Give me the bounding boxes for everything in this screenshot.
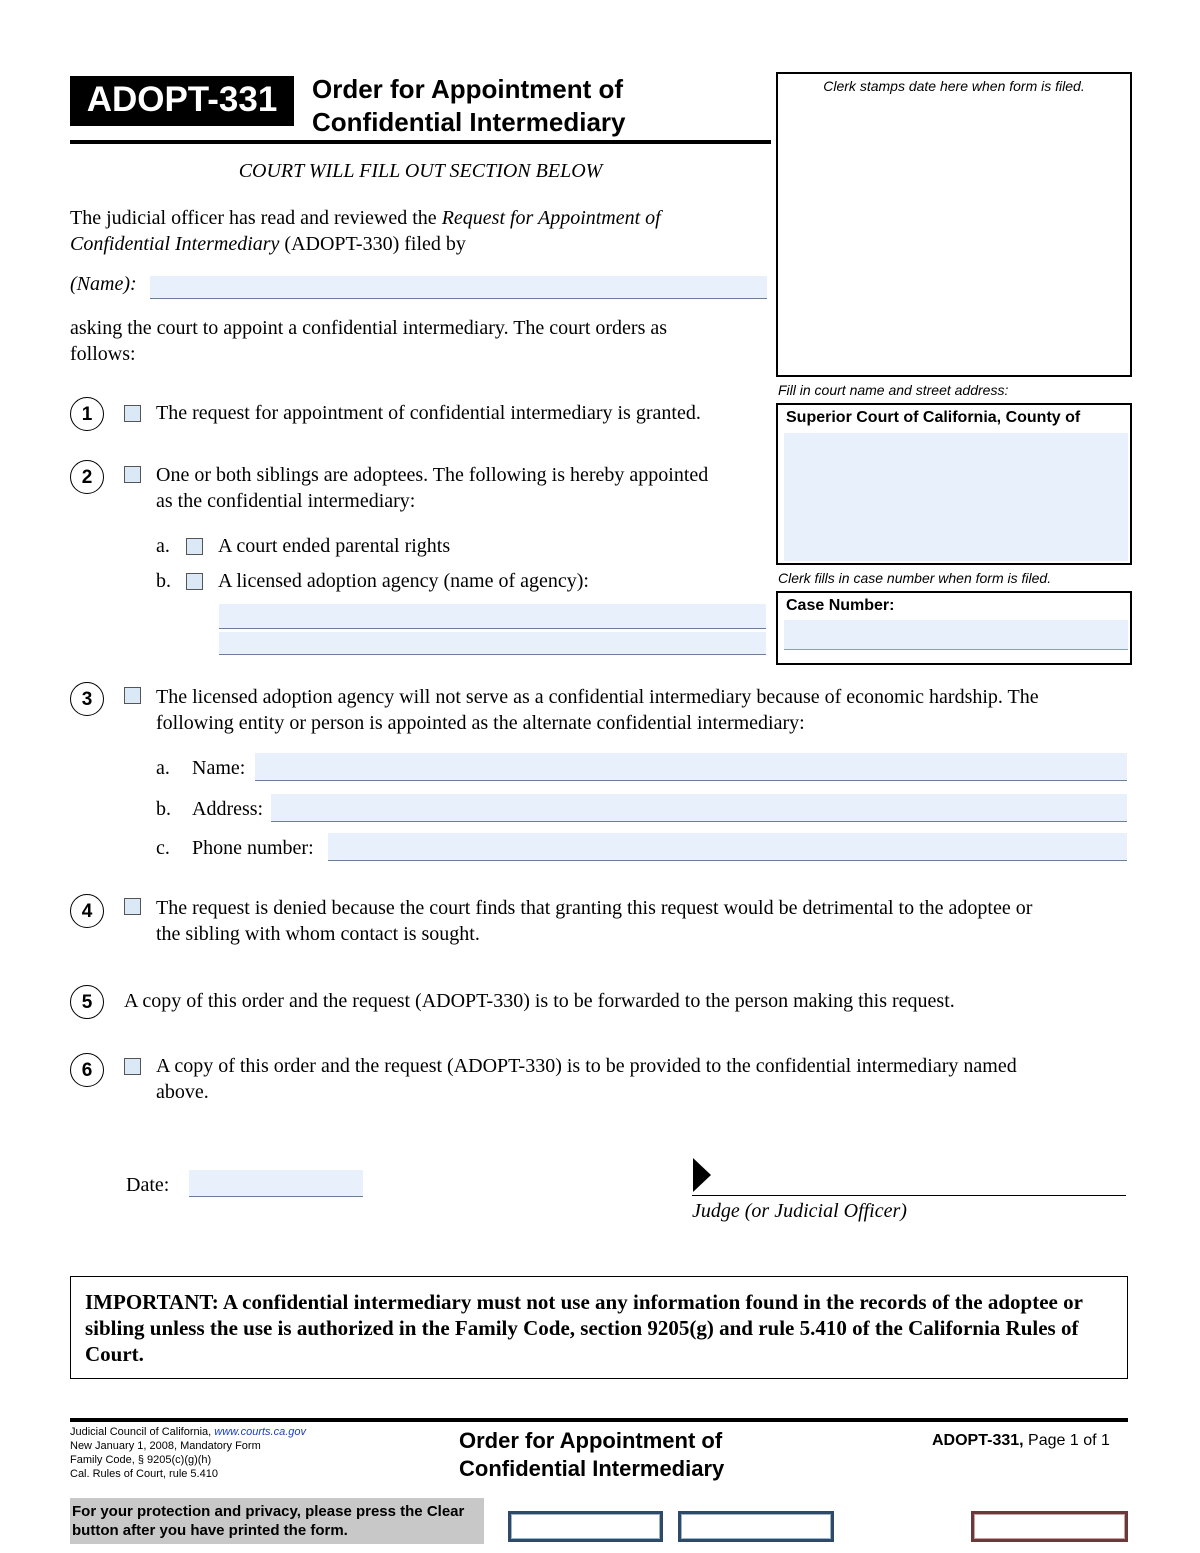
footer-rule	[70, 1418, 1128, 1422]
footer-citations	[70, 1425, 306, 1481]
item-6-text	[156, 1053, 1136, 1105]
item-1-checkbox[interactable]	[124, 405, 141, 422]
court-name-box	[776, 403, 1132, 565]
footer-line4: Cal. Rules of Court, rule 5.410	[70, 1468, 218, 1480]
alternate-phone-field[interactable]	[328, 833, 1127, 861]
item-2-text	[156, 462, 766, 514]
case-number-label: Case Number:	[786, 597, 895, 614]
title-rule	[70, 140, 771, 144]
signature-arrow-icon	[693, 1158, 711, 1192]
form-title-line2: Confidential Intermediary	[312, 107, 626, 137]
intro-form-title-2: Confidential Intermediary	[70, 233, 280, 255]
case-number-box	[776, 591, 1132, 665]
item-2-number: 2	[70, 460, 104, 494]
item-6-number: 6	[70, 1053, 104, 1087]
court-instruction: Fill in court name and street address:	[778, 382, 1009, 398]
item-3b-letter: b.	[156, 798, 171, 820]
footer-title	[459, 1427, 724, 1483]
item-2-line2: as the confidential intermediary:	[156, 490, 416, 512]
footer-title-line1: Order for Appointment of	[459, 1428, 723, 1453]
item-4-text	[156, 895, 1136, 947]
intro-after-line2: follows:	[70, 343, 136, 365]
agency-name-field-1[interactable]	[219, 604, 766, 629]
intro-after	[70, 315, 770, 367]
footer-url-link[interactable]: www.courts.ca.gov	[214, 1426, 306, 1438]
item-2b-letter: b.	[156, 570, 171, 592]
item-3-checkbox[interactable]	[124, 687, 141, 704]
item-3c-letter: c.	[156, 837, 170, 859]
clerk-stamp-box	[776, 72, 1132, 377]
form-title-line1: Order for Appointment of	[312, 74, 624, 104]
clerk-stamp-label: Clerk stamps date here when form is filed.	[823, 78, 1085, 94]
item-2a-checkbox[interactable]	[186, 538, 203, 555]
name-field[interactable]	[150, 276, 767, 299]
court-name-field[interactable]	[784, 433, 1128, 561]
judge-label: Judge (or Judicial Officer)	[692, 1200, 907, 1222]
name-label: (Name):	[70, 273, 137, 295]
item-2-line1: One or both siblings are adoptees. The following is hereby appointed	[156, 464, 709, 486]
footer-page-info	[932, 1432, 1110, 1450]
item-5-text: A copy of this order and the request (ADOPT-330) is to be forwarded to the person making this request.	[124, 990, 955, 1012]
footer-page-number: Page 1 of 1	[1023, 1432, 1110, 1449]
footer-title-line2: Confidential Intermediary	[459, 1456, 725, 1481]
print-button[interactable]	[508, 1511, 663, 1542]
item-2b-text: A licensed adoption agency (name of agency):	[218, 570, 589, 592]
clear-button[interactable]	[971, 1511, 1128, 1542]
item-6-line2: above.	[156, 1081, 209, 1103]
privacy-notice: For your protection and privacy, please press the Clear button after you have printed the form.	[70, 1498, 484, 1544]
footer-line3: Family Code, § 9205(c)(g)(h)	[70, 1454, 212, 1466]
court-name-label: Superior Court of California, County of	[786, 409, 1081, 426]
form-id-badge: ADOPT-331	[70, 76, 294, 126]
section-heading: COURT WILL FILL OUT SECTION BELOW	[238, 160, 603, 182]
item-6-line1: A copy of this order and the request (ADOPT-330) is to be provided to the confidential intermediary named	[156, 1055, 1017, 1077]
date-field[interactable]	[189, 1170, 363, 1197]
form-title	[312, 73, 626, 139]
item-2a-letter: a.	[156, 535, 170, 557]
item-3-line1: The licensed adoption agency will not serve as a confidential intermediary because of economic hardship. The	[156, 686, 1039, 708]
item-5-number: 5	[70, 985, 104, 1019]
date-label: Date:	[126, 1174, 170, 1196]
important-notice	[70, 1276, 1128, 1379]
footer-council: Judicial Council of California,	[70, 1426, 215, 1438]
item-6-checkbox[interactable]	[124, 1058, 141, 1075]
item-2b-checkbox[interactable]	[186, 573, 203, 590]
save-button[interactable]	[678, 1511, 834, 1542]
important-text: IMPORTANT: A confidential intermediary must not use any information found in the records of the adoptee or sibling unless the use is authorized in the Family Code, section 9205(g) and rule 5.410 of the California Rules of Court.	[85, 1290, 1083, 1366]
item-1-text: The request for appointment of confidential intermediary is granted.	[156, 402, 701, 424]
item-4-line1: The request is denied because the court finds that granting this request would be detrimental to the adoptee or	[156, 897, 1033, 919]
item-3a-label: Name:	[192, 757, 246, 779]
signature-line[interactable]	[692, 1195, 1126, 1196]
alternate-address-field[interactable]	[271, 794, 1127, 822]
item-4-number: 4	[70, 894, 104, 928]
item-4-checkbox[interactable]	[124, 898, 141, 915]
item-2a-text: A court ended parental rights	[218, 535, 451, 557]
intro-form-title-1: Request for Appointment of	[441, 207, 661, 229]
item-3-number: 3	[70, 682, 104, 716]
footer-line2: New January 1, 2008, Mandatory Form	[70, 1440, 261, 1452]
agency-name-field-2[interactable]	[219, 632, 766, 655]
intro-paragraph	[70, 205, 770, 257]
intro-text-2: (ADOPT-330) filed by	[279, 233, 466, 255]
footer-form-id: ADOPT-331,	[932, 1432, 1024, 1449]
item-3c-label: Phone number:	[192, 837, 314, 859]
item-3b-label: Address:	[192, 798, 264, 820]
alternate-name-field[interactable]	[255, 753, 1127, 781]
item-3a-letter: a.	[156, 757, 170, 779]
case-instruction: Clerk fills in case number when form is filed.	[778, 570, 1052, 586]
intro-after-line1: asking the court to appoint a confidential intermediary. The court orders as	[70, 317, 668, 339]
item-1-number: 1	[70, 397, 104, 431]
item-2-checkbox[interactable]	[124, 466, 141, 483]
item-3-line2: following entity or person is appointed as the alternate confidential intermediary:	[156, 712, 805, 734]
item-4-line2: the sibling with whom contact is sought.	[156, 923, 480, 945]
item-3-text	[156, 684, 1136, 736]
case-number-field[interactable]	[784, 620, 1128, 650]
intro-text-1: The judicial officer has read and reviewed the	[70, 207, 442, 229]
